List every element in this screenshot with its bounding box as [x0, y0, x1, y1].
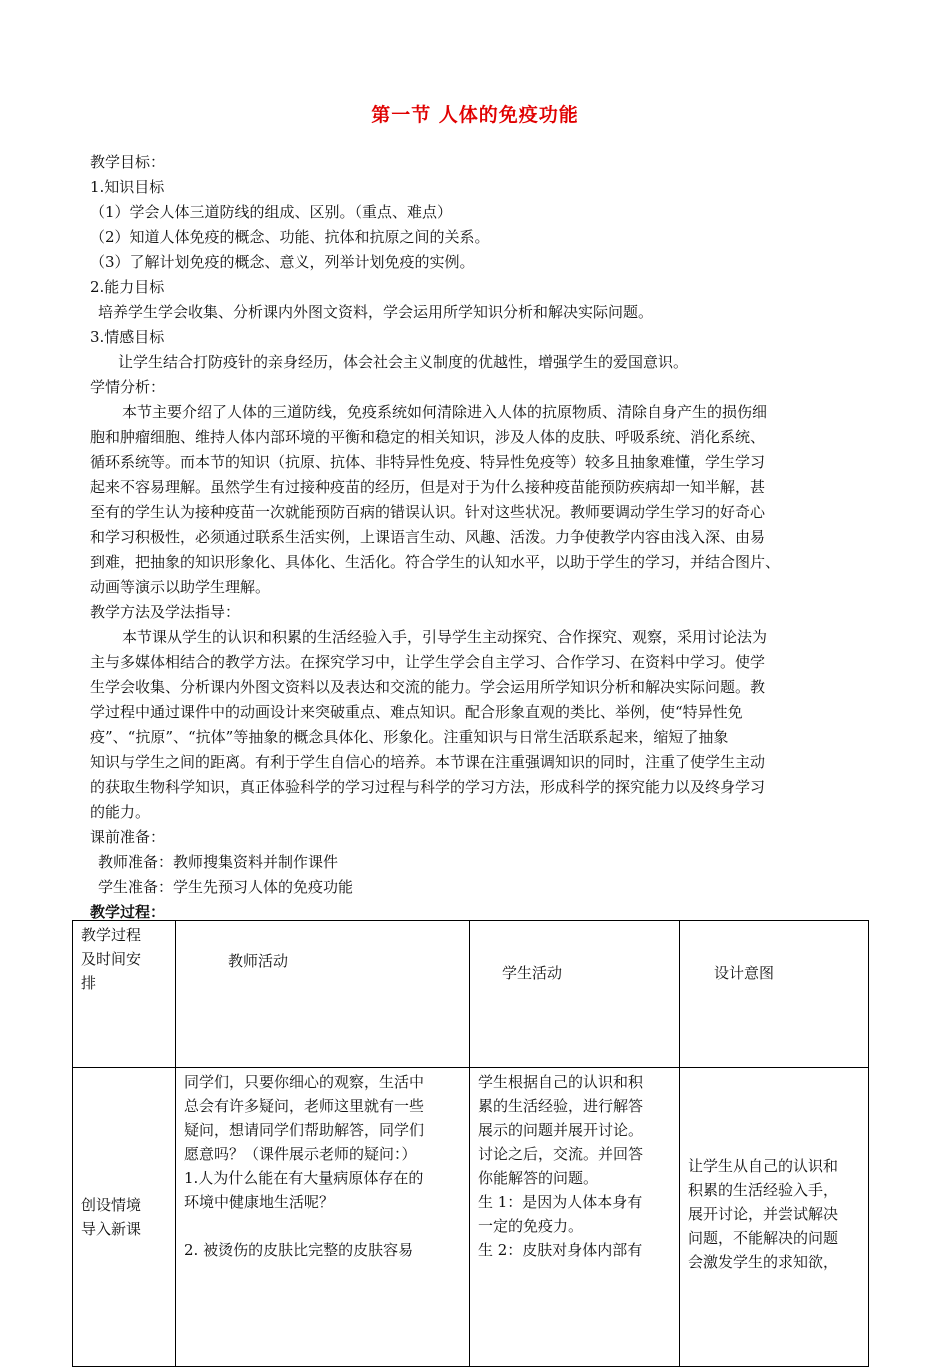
analysis-line: 到难，把抽象的知识形象化、具体化、生活化。符合学生的认知水平，以助于学生的学习，并结合图片、: [90, 553, 781, 571]
design-intent-line: 展开讨论，并尝试解决: [688, 1205, 839, 1223]
analysis-line: 动画等演示以助学生理解。: [90, 578, 271, 596]
header-student-activity: 学生活动: [470, 921, 680, 1068]
teacher-activity-spacer: [184, 1214, 461, 1238]
methods-line: 疫”、“抗原”、“抗体”等抽象的概念具体化、形象化。注重知识与日常生活联系起来，缩短了抽象: [90, 728, 729, 746]
analysis-heading: 学情分析：: [90, 378, 166, 396]
analysis-line: 和学习积极性，必须通过联系生活实例，上课语言生动、风趣、活泼。力争使教学内容由浅入深、由易: [90, 528, 766, 546]
student-activity-line: 一定的免疫力。: [478, 1217, 584, 1235]
header-stage-cell: [73, 921, 176, 1068]
student-activity-line: 生 1：是因为人体本身有: [478, 1193, 643, 1211]
teacher-activity-cell: [176, 1068, 470, 1367]
design-intent-line: 会激发学生的求知欲，: [688, 1253, 839, 1271]
table-header-row: [73, 921, 869, 1068]
table-row: [73, 1068, 869, 1367]
analysis-line: 循环系统等。而本节的知识（抗原、抗体、非特异性免疫、特异性免疫等）较多且抽象难懂，学生学习: [90, 453, 766, 471]
teacher-activity-line: 1.人为什么能在有大量病原体存在的: [184, 1169, 424, 1187]
design-intent-line: 问题，不能解决的问题: [688, 1229, 839, 1247]
stage-line: 导入新课: [81, 1220, 142, 1238]
analysis-line: 至有的学生认为接种疫苗一次就能预防百病的错误认识。针对这些状况。教师要调动学生学习的好奇心: [90, 503, 766, 521]
student-activity-line: 学生根据自己的认识和积: [478, 1073, 644, 1091]
design-intent-cell: [680, 1068, 869, 1367]
stage-cell: [73, 1068, 176, 1367]
teacher-activity-line: 2. 被烫伤的皮肤比完整的皮肤容易: [184, 1241, 414, 1259]
methods-line: 学过程中通过课件中的动画设计来突破重点、难点知识。配合形象直观的类比、举例，使“特异性免: [90, 703, 743, 721]
teaching-process-table: [72, 920, 869, 1367]
header-teacher-activity: 教师活动: [176, 921, 470, 1068]
emotion-objective-heading: 3.情感目标: [90, 328, 165, 346]
methods-line: 的获取生物科学知识，真正体验科学的学习过程与科学的学习方法，形成科学的探究能力以及终身学习: [90, 778, 766, 796]
stage-line: 创设情境: [81, 1196, 142, 1214]
methods-line: 知识与学生之间的距离。有利于学生自信心的培养。本节课在注重强调知识的同时，注重了使学生主动: [90, 753, 766, 771]
knowledge-objective-item: （1）学会人体三道防线的组成、区别。（重点、难点）: [90, 203, 453, 221]
teacher-activity-line: 疑问，想请同学们帮助解答，同学们: [184, 1121, 425, 1139]
teacher-activity-line: 环境中健康地生活呢？: [184, 1193, 335, 1211]
page-title: 第一节 人体的免疫功能: [371, 104, 579, 126]
knowledge-objective-item: （2）知道人体免疫的概念、功能、抗体和抗原之间的关系。: [90, 228, 490, 246]
student-activity-line: 你能解答的问题。: [478, 1169, 599, 1187]
teacher-activity-line: 愿意吗？（课件展示老师的疑问：）: [184, 1145, 417, 1163]
design-intent-line: 积累的生活经验入手，: [688, 1181, 839, 1199]
student-activity-line: 累的生活经验，进行解答: [478, 1097, 644, 1115]
teacher-activity-line: 总会有许多疑问，老师这里就有一些: [184, 1097, 425, 1115]
teacher-preparation: 教师准备：教师搜集资料并制作课件: [98, 853, 339, 871]
methods-heading: 教学方法及学法指导：: [90, 603, 241, 621]
methods-line: 的能力。: [90, 803, 151, 821]
header-design-intent: 设计意图: [680, 921, 869, 1068]
analysis-line: 本节主要介绍了人体的三道防线，免疫系统如何清除进入人体的抗原物质、清除自身产生的损伤细: [122, 403, 768, 421]
methods-line: 主与多媒体相结合的教学方法。在探究学习中，让学生学会自主学习、合作学习、在资料中学习。使学: [90, 653, 766, 671]
header-stage-line: 教学过程: [81, 926, 142, 944]
analysis-line: 起来不容易理解。虽然学生有过接种疫苗的经历，但是对于为什么接种疫苗能预防疾病却一知半解，甚: [90, 478, 766, 496]
objectives-heading: 教学目标：: [90, 153, 166, 171]
process-heading: 教学过程：: [90, 903, 166, 921]
analysis-line: 胞和肿瘤细胞、维持人体内部环境的平衡和稳定的相关知识，涉及人体的皮肤、呼吸系统、消化系统、: [90, 428, 766, 446]
ability-objective-heading: 2.能力目标: [90, 278, 165, 296]
emotion-objective-text: 让学生结合打防疫针的亲身经历，体会社会主义制度的优越性，增强学生的爱国意识。: [118, 353, 689, 371]
preparation-heading: 课前准备：: [90, 828, 166, 846]
header-stage-line: 排: [81, 974, 97, 992]
document-body: [90, 150, 862, 925]
methods-line: 生学会收集、分析课内外图文资料以及表达和交流的能力。学会运用所学知识分析和解决实际问题。教: [90, 678, 766, 696]
student-activity-line: 展示的问题并展开讨论。: [478, 1121, 644, 1139]
student-preparation: 学生准备：学生先预习人体的免疫功能: [98, 878, 354, 896]
student-activity-cell: [470, 1068, 680, 1367]
student-activity-line: 生 2：皮肤对身体内部有: [478, 1241, 643, 1259]
methods-line: 本节课从学生的认识和积累的生活经验入手，引导学生主动探究、合作探究、观察，采用讨论法为: [122, 628, 768, 646]
knowledge-objective-item: （3）了解计划免疫的概念、意义，列举计划免疫的实例。: [90, 253, 475, 271]
teacher-activity-line: 同学们，只要你细心的观察，生活中: [184, 1073, 425, 1091]
student-activity-line: 讨论之后，交流。并回答: [478, 1145, 644, 1163]
knowledge-objective-heading: 1.知识目标: [90, 178, 165, 196]
design-intent-line: 让学生从自己的认识和: [688, 1157, 839, 1175]
header-stage-line: 及时间安: [81, 950, 142, 968]
ability-objective-text: 培养学生学会收集、分析课内外图文资料，学会运用所学知识分析和解决实际问题。: [98, 303, 654, 321]
